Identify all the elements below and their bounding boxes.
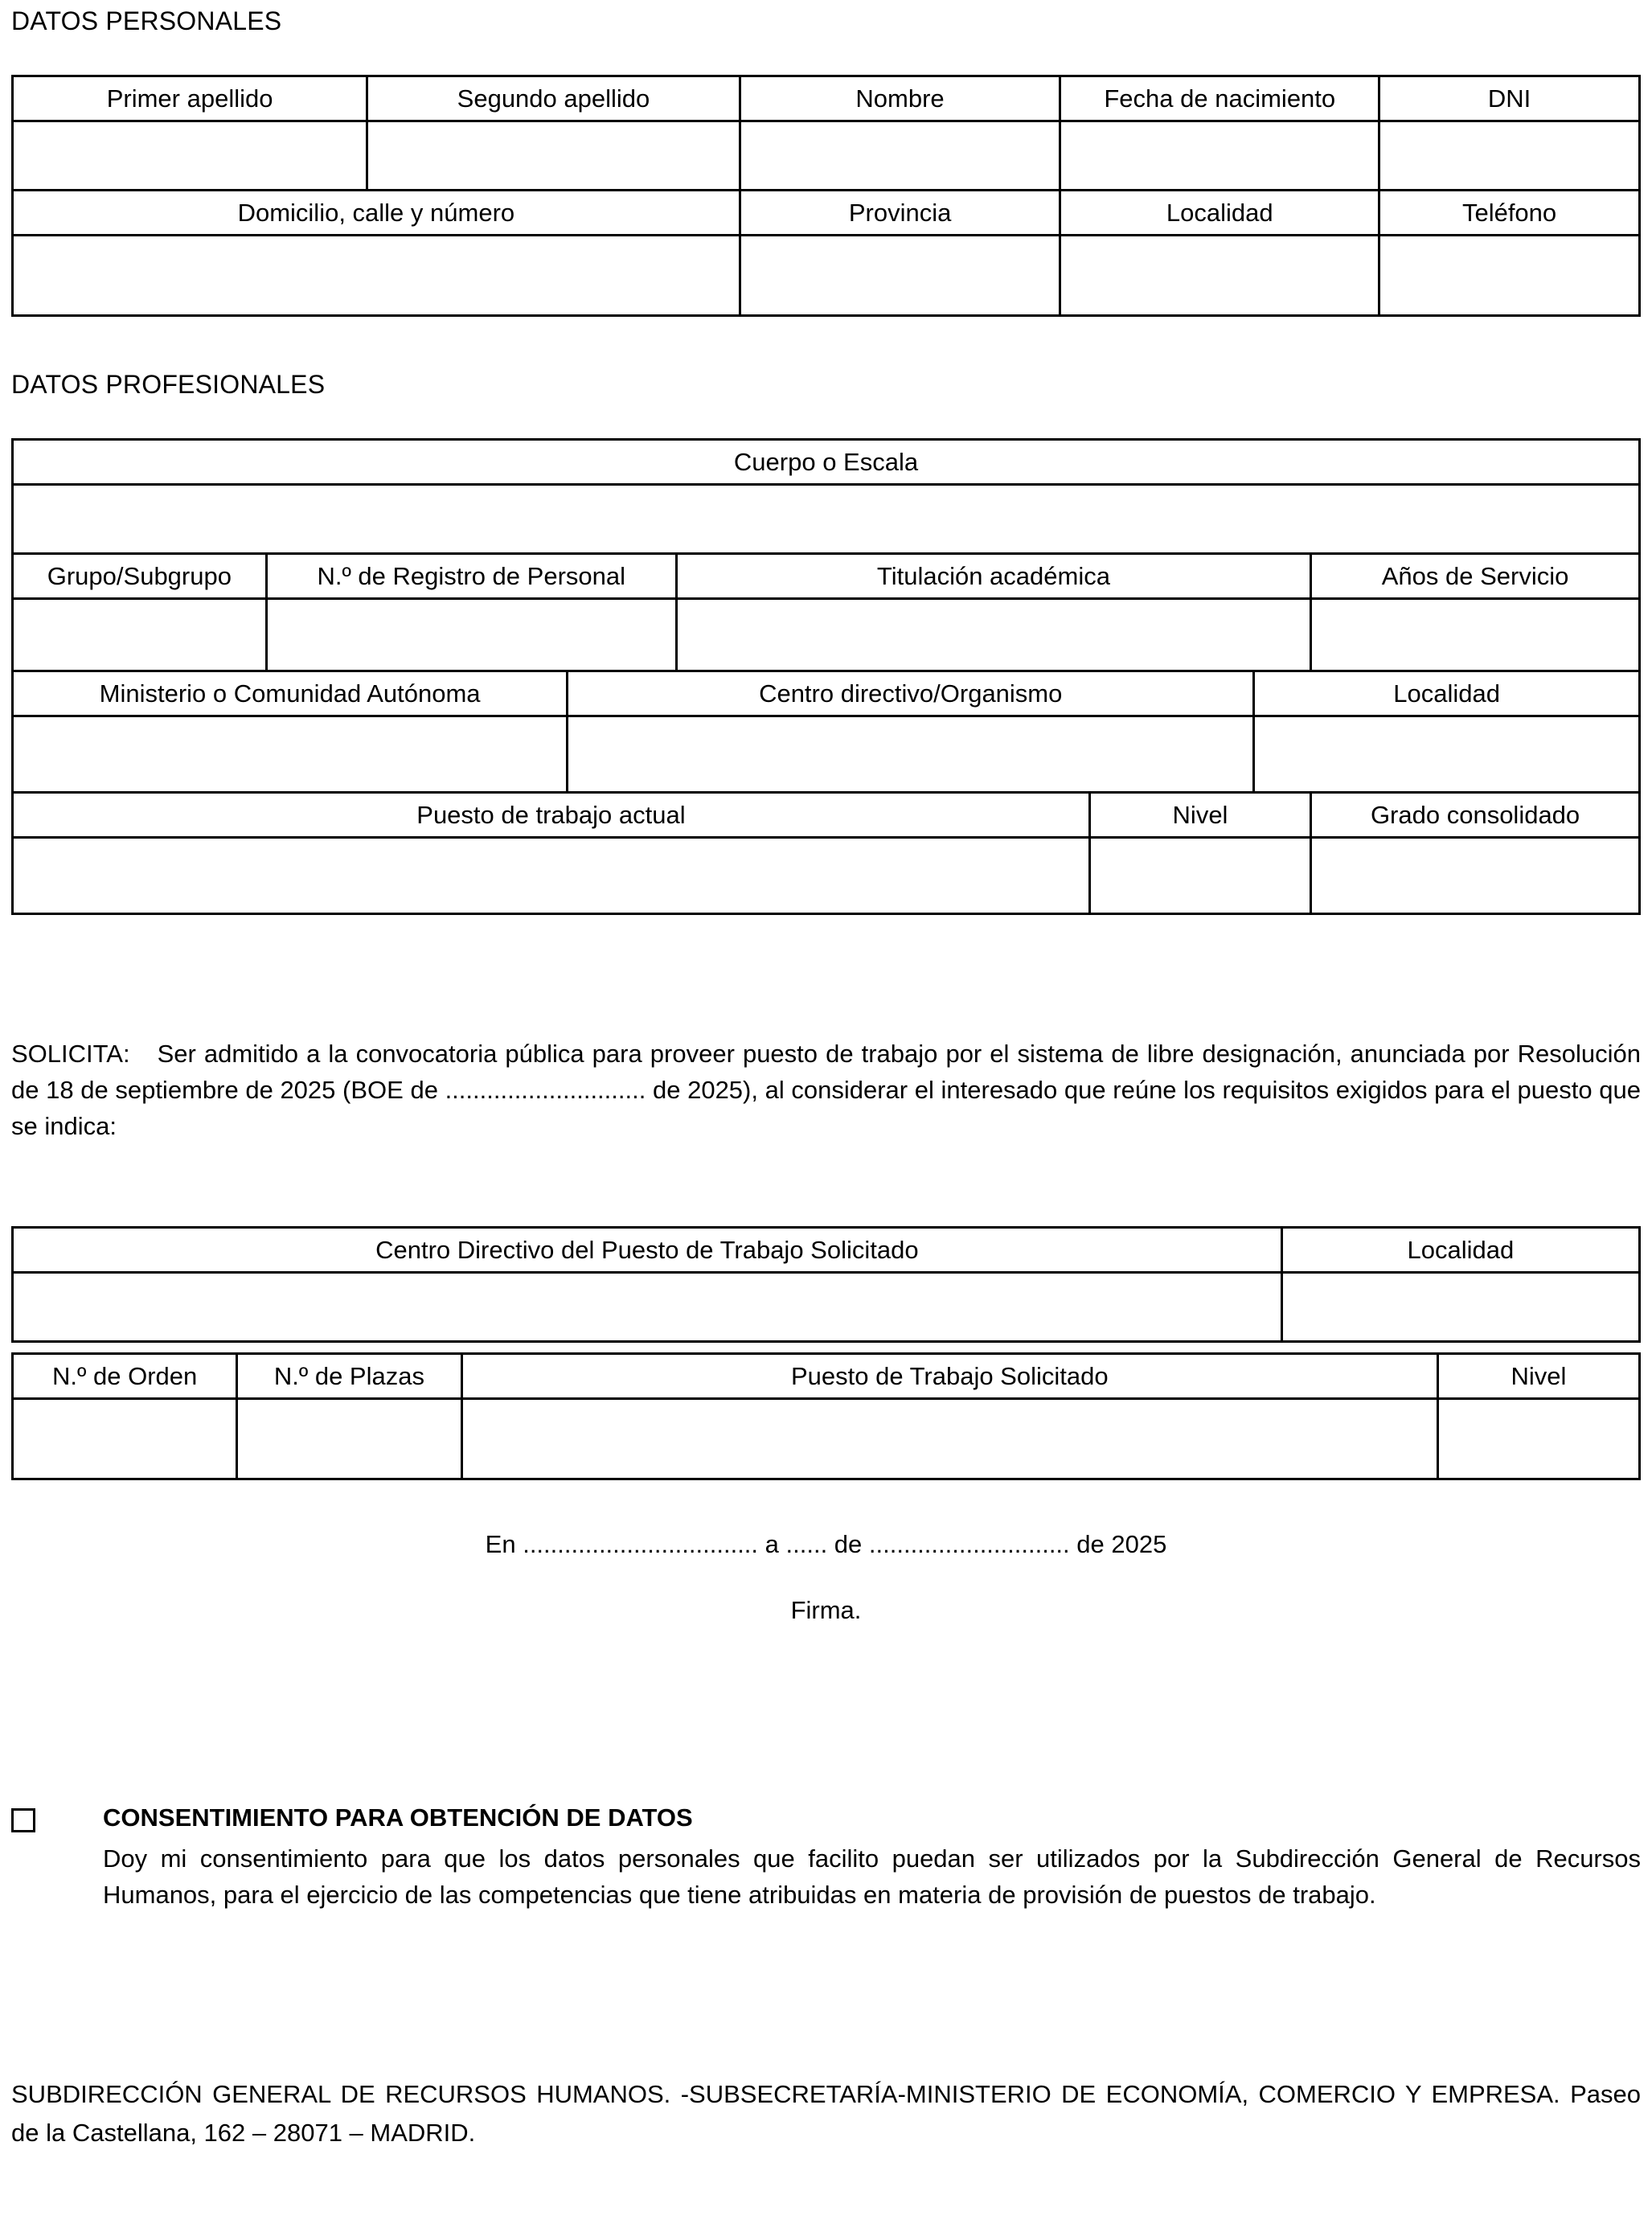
- field-centro-directivo-solicitado[interactable]: [11, 1271, 1281, 1340]
- field-nivel[interactable]: [1088, 836, 1310, 913]
- cuerpo-escala-input-row: [11, 483, 1638, 552]
- field-grupo-subgrupo[interactable]: [11, 597, 265, 670]
- field-numero-plazas[interactable]: [236, 1397, 460, 1478]
- field-ministerio-comunidad[interactable]: [11, 715, 566, 791]
- profesionales-header-row-2: [11, 552, 1638, 597]
- consent-title: CONSENTIMIENTO PARA OBTENCIÓN DE DATOS: [103, 1803, 693, 1832]
- section-title-datos-profesionales: DATOS PROFESIONALES: [11, 370, 326, 399]
- field-dni[interactable]: [1378, 120, 1638, 189]
- header-domicilio: Domicilio, calle y número: [11, 189, 739, 234]
- solicita-label: SOLICITA:: [11, 1040, 130, 1068]
- consent-section: [11, 1803, 1641, 1913]
- field-nombre[interactable]: [739, 120, 1060, 189]
- field-cuerpo-escala[interactable]: [11, 483, 1638, 552]
- table-puesto-solicitado: [11, 1352, 1641, 1480]
- solicita-paragraph: [11, 1036, 1641, 1144]
- firma-label: Firma.: [790, 1596, 862, 1624]
- header-localidad-solicitado: Localidad: [1281, 1226, 1638, 1271]
- header-centro-directivo: Centro directivo/Organismo: [566, 670, 1252, 715]
- field-domicilio[interactable]: [11, 234, 739, 314]
- profesionales-header-row-4: [11, 791, 1638, 836]
- field-centro-directivo[interactable]: [566, 715, 1252, 791]
- profesionales-input-row-2: [11, 597, 1638, 670]
- field-nivel-solicitado[interactable]: [1437, 1397, 1638, 1478]
- header-anos-servicio: Años de Servicio: [1310, 552, 1638, 597]
- header-titulacion-academica: Titulación académica: [675, 552, 1310, 597]
- footer-address: SUBDIRECCIÓN GENERAL DE RECURSOS HUMANOS. -SUBSECRETARÍA-MINISTERIO DE ECONOMÍA, COMERCIO Y EMPRESA. Paseo de la Castellana, 162 – 28071 – MADRID.: [11, 2080, 1641, 2147]
- field-grado-consolidado[interactable]: [1310, 836, 1638, 913]
- header-nivel-solicitado: Nivel: [1437, 1352, 1638, 1397]
- header-cuerpo-escala: Cuerpo o Escala: [11, 438, 1638, 483]
- table-datos-profesionales: [11, 438, 1641, 915]
- field-localidad-solicitado[interactable]: [1281, 1271, 1638, 1340]
- header-numero-plazas: N.º de Plazas: [236, 1352, 460, 1397]
- profesionales-header-row-3: [11, 670, 1638, 715]
- header-segundo-apellido: Segundo apellido: [366, 75, 738, 120]
- consent-body-text: Doy mi consentimiento para que los datos personales que facilito puedan ser utilizados por la Subdirección General de Recursos Humanos, para el ejercicio de las competencias que tiene atribuidas en materia de provisión de puestos de trabajo.: [103, 1844, 1641, 1909]
- header-grado-consolidado: Grado consolidado: [1310, 791, 1638, 836]
- header-numero-orden: N.º de Orden: [11, 1352, 236, 1397]
- solicitado-input-row-2: [11, 1397, 1638, 1478]
- section-title-datos-personales: DATOS PERSONALES: [11, 6, 282, 35]
- header-grupo-subgrupo: Grupo/Subgrupo: [11, 552, 265, 597]
- header-fecha-nacimiento: Fecha de nacimiento: [1059, 75, 1378, 120]
- solicitado-header-row-1: [11, 1226, 1638, 1271]
- field-telefono[interactable]: [1378, 234, 1638, 314]
- solicita-text: Ser admitido a la convocatoria pública para proveer puesto de trabajo por el sistema de libre designación, anunciada por Resolución de 18 de septiembre de 2025 (BOE de ............................. de 2025), al considerar el interesado que reúne los requisitos exigidos para el puesto que se indica:: [11, 1040, 1641, 1140]
- field-registro-personal[interactable]: [265, 597, 675, 670]
- profesionales-input-row-3: [11, 715, 1638, 791]
- consent-checkbox[interactable]: [11, 1808, 35, 1832]
- field-numero-orden[interactable]: [11, 1397, 236, 1478]
- header-puesto-trabajo-solicitado: Puesto de Trabajo Solicitado: [461, 1352, 1437, 1397]
- field-puesto-actual[interactable]: [11, 836, 1088, 913]
- field-localidad-profesional[interactable]: [1252, 715, 1638, 791]
- header-primer-apellido: Primer apellido: [11, 75, 366, 120]
- solicitado-input-row-1: [11, 1271, 1638, 1340]
- consent-content: [103, 1803, 1641, 1913]
- table-centro-directivo-solicitado: [11, 1226, 1641, 1343]
- profesionales-input-row-4: [11, 836, 1638, 913]
- personales-input-row-1: [11, 120, 1638, 189]
- field-anos-servicio[interactable]: [1310, 597, 1638, 670]
- header-nombre: Nombre: [739, 75, 1060, 120]
- header-puesto-actual: Puesto de trabajo actual: [11, 791, 1088, 836]
- field-puesto-trabajo-solicitado[interactable]: [461, 1397, 1437, 1478]
- header-registro-personal: N.º de Registro de Personal: [265, 552, 675, 597]
- field-primer-apellido[interactable]: [11, 120, 366, 189]
- field-localidad[interactable]: [1059, 234, 1378, 314]
- personales-input-row-2: [11, 234, 1638, 314]
- header-dni: DNI: [1378, 75, 1638, 120]
- header-provincia: Provincia: [739, 189, 1060, 234]
- header-telefono: Teléfono: [1378, 189, 1638, 234]
- header-nivel: Nivel: [1088, 791, 1310, 836]
- date-place-line: En .................................. a ...... de ............................. de 2025: [485, 1530, 1167, 1558]
- table-datos-personales: [11, 75, 1641, 317]
- header-localidad: Localidad: [1059, 189, 1378, 234]
- field-provincia[interactable]: [739, 234, 1060, 314]
- field-segundo-apellido[interactable]: [366, 120, 738, 189]
- personales-header-row-1: [11, 75, 1638, 120]
- header-ministerio-comunidad: Ministerio o Comunidad Autónoma: [11, 670, 566, 715]
- header-centro-directivo-solicitado: Centro Directivo del Puesto de Trabajo Solicitado: [11, 1226, 1281, 1271]
- field-titulacion-academica[interactable]: [675, 597, 1310, 670]
- cuerpo-escala-header-row: [11, 438, 1638, 483]
- solicitado-header-row-2: [11, 1352, 1638, 1397]
- header-localidad-profesional: Localidad: [1252, 670, 1638, 715]
- field-fecha-nacimiento[interactable]: [1059, 120, 1378, 189]
- personales-header-row-2: [11, 189, 1638, 234]
